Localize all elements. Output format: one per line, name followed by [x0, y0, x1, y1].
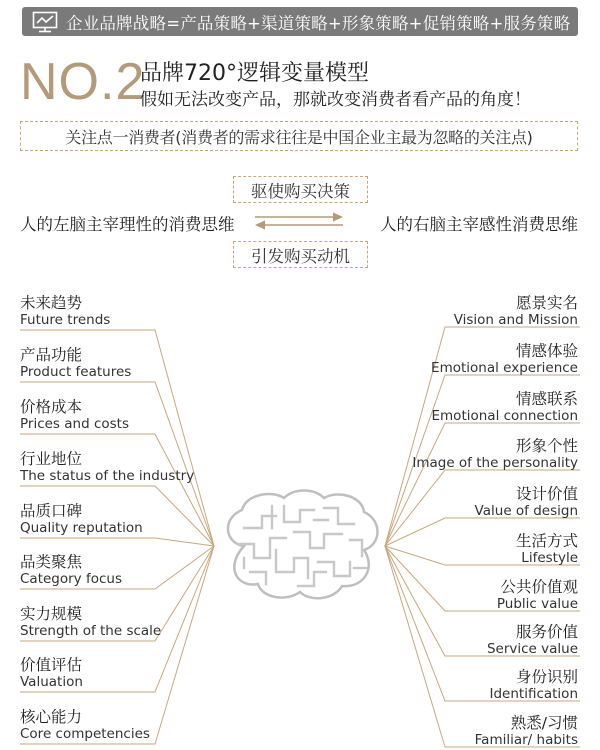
left-item [20, 553, 190, 587]
right-item [408, 623, 578, 657]
header-title: 企业品牌战略=产品策略+渠道策略+形象策略+促销策略+服务策略 [66, 13, 571, 33]
left-item-zh: 价值评估 [20, 656, 83, 674]
left-item [20, 346, 190, 380]
left-item-en: Future trends [20, 312, 111, 328]
left-item-en: The status of the industry [20, 468, 195, 484]
left-item [20, 450, 195, 484]
left-brain-label: 人的左脑主宰理性的消费思维 [20, 215, 235, 234]
left-item-zh: 未来趋势 [20, 294, 83, 312]
left-item [20, 656, 190, 690]
brain-maze-icon [214, 488, 384, 604]
left-item-en: Core competencies [20, 726, 150, 742]
left-item-zh: 核心能力 [20, 708, 83, 726]
model-subtitle: 假如无法改变产品，那就改变消费者看产品的角度！ [140, 90, 531, 110]
right-item-zh: 愿景实名 [515, 294, 578, 312]
left-item-zh: 实力规模 [20, 605, 83, 623]
purchase-motive-box: 引发购买动机 [233, 241, 368, 268]
exchange-arrows-icon [253, 212, 345, 230]
left-connector-line [20, 538, 214, 546]
left-item-en: Prices and costs [20, 416, 129, 432]
right-item-en: Public value [496, 596, 578, 612]
right-item-en: Image of the personality [412, 455, 578, 471]
right-item-zh: 设计价值 [515, 485, 578, 503]
left-item-zh: 产品功能 [20, 346, 83, 364]
right-item-en: Vision and Mission [453, 312, 578, 328]
right-item-zh: 形象个性 [515, 437, 578, 455]
left-item-en: Category focus [20, 571, 122, 587]
right-item [408, 532, 578, 566]
right-item [408, 485, 578, 519]
right-item [408, 294, 578, 328]
left-item-zh: 行业地位 [20, 450, 83, 468]
left-item-en: Quality reputation [20, 520, 143, 536]
right-item-en: Emotional experience [431, 360, 578, 376]
right-item-zh: 生活方式 [515, 532, 578, 550]
right-item [408, 578, 578, 612]
model-number: NO.2 [20, 53, 146, 111]
right-item-zh: 情感联系 [515, 390, 578, 408]
drive-decision-box: 驱使购买决策 [233, 176, 368, 203]
right-item-en: Familiar/ habits [474, 732, 578, 748]
right-item [408, 668, 578, 702]
left-item-zh: 价格成本 [20, 398, 83, 416]
left-item [20, 294, 190, 328]
right-item-en: Value of design [474, 503, 578, 519]
right-item [408, 714, 578, 748]
right-item [408, 437, 578, 471]
right-item-en: Lifestyle [521, 550, 578, 566]
right-item-zh: 熟悉/习惯 [510, 714, 578, 732]
left-item-en: Product features [20, 364, 132, 380]
left-item-zh: 品类聚焦 [20, 553, 83, 571]
monitor-chart-icon [32, 11, 58, 33]
right-brain-label: 人的右脑主宰感性消费思维 [380, 215, 578, 234]
left-item [20, 502, 190, 536]
right-item-zh: 服务价值 [515, 623, 578, 641]
left-item-zh: 品质口碑 [20, 502, 83, 520]
left-item [20, 398, 190, 432]
right-item [408, 390, 578, 424]
left-item [20, 605, 190, 639]
right-item-zh: 公共价值观 [500, 578, 578, 596]
right-item-zh: 身份识别 [515, 668, 578, 686]
right-item-en: Service value [486, 641, 578, 657]
right-item [408, 342, 578, 376]
left-item-en: Strength of the scale [20, 623, 162, 639]
focus-box: 关注点一消费者(消费者的需求往往是中国企业主最为忽略的关注点) [20, 121, 578, 151]
header-bar [22, 7, 578, 36]
model-title: 品牌720°逻辑变量模型 [140, 61, 369, 86]
right-item-zh: 情感体验 [515, 342, 578, 360]
left-item-en: Valuation [20, 674, 83, 690]
left-item [20, 708, 190, 742]
right-item-en: Identification [489, 686, 578, 702]
right-item-en: Emotional connection [431, 408, 578, 424]
